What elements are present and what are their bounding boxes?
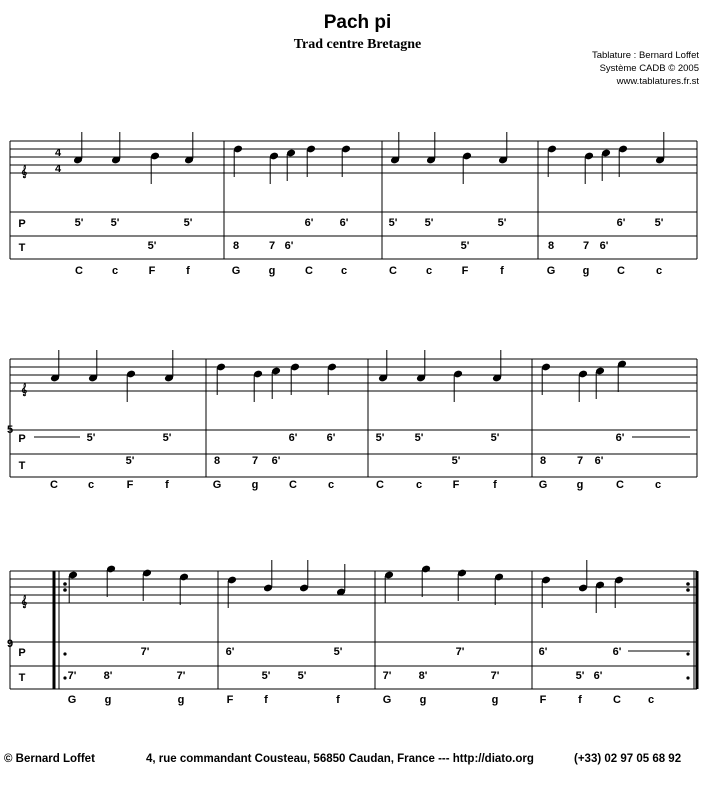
time-signature-top: 4 (54, 147, 62, 159)
pull-button-number: 8 (547, 240, 555, 252)
chord-label: f (186, 265, 190, 277)
chord-label: g (576, 479, 584, 491)
chord-label: g (419, 694, 427, 706)
credit-line: www.tablatures.fr.st (616, 76, 699, 87)
chord-label: g (268, 265, 276, 277)
pull-button-number: 7 (251, 455, 259, 467)
chord-label: G (67, 694, 77, 706)
chord-label: F (148, 265, 156, 277)
chord-label: F (452, 479, 460, 491)
pull-button-number: 8 (213, 455, 221, 467)
push-button-number: 6' (538, 646, 548, 658)
push-row-label: P (18, 218, 26, 230)
push-button-number: 5' (162, 432, 172, 444)
footer-phone: (+33) 02 97 05 68 92 (574, 753, 682, 765)
repeat-dot (63, 588, 67, 592)
chord-label: C (376, 479, 384, 491)
measure-number: 9 (6, 638, 14, 650)
push-button-number: 5' (74, 217, 84, 229)
chord-label: g (104, 694, 112, 706)
push-button-number: 5' (654, 217, 664, 229)
chord-label: C (305, 265, 313, 277)
pull-button-number: 5' (125, 455, 135, 467)
push-button-number: 5' (490, 432, 500, 444)
chord-label: f (493, 479, 497, 491)
repeat-dot (686, 652, 689, 655)
repeat-dot (686, 588, 690, 592)
repeat-dot (63, 676, 66, 679)
chord-label: g (582, 265, 590, 277)
pull-button-number: 5' (575, 670, 585, 682)
chord-label: C (75, 265, 83, 277)
chord-label: f (578, 694, 582, 706)
time-signature-bottom: 4 (54, 163, 62, 175)
pull-row-label: T (18, 672, 26, 684)
chord-label: G (538, 479, 548, 491)
chord-label: c (327, 479, 335, 491)
push-row-label: P (18, 647, 26, 659)
chord-label: g (177, 694, 185, 706)
pull-button-number: 8' (418, 670, 428, 682)
push-button-number: 6' (288, 432, 298, 444)
chord-label: F (226, 694, 234, 706)
pull-row-label: T (18, 460, 26, 472)
push-button-number: 7' (455, 646, 465, 658)
chord-label: g (251, 479, 259, 491)
pull-button-number: 8 (539, 455, 547, 467)
chord-label: f (165, 479, 169, 491)
treble-clef-icon: 𝄞 (20, 166, 28, 178)
push-button-number: 6' (616, 217, 626, 229)
pull-row-label: T (18, 242, 26, 254)
chord-label: f (264, 694, 268, 706)
push-button-number: 6' (304, 217, 314, 229)
chord-label: c (111, 265, 119, 277)
pull-button-number: 5' (451, 455, 461, 467)
repeat-dot (63, 652, 66, 655)
chord-label: c (415, 479, 423, 491)
chord-label: C (289, 479, 297, 491)
push-row-label: P (18, 433, 26, 445)
chord-label: G (382, 694, 392, 706)
credit-line: Système CADB © 2005 (599, 63, 699, 74)
pull-button-number: 5' (460, 240, 470, 252)
chord-label: f (500, 265, 504, 277)
chord-label: c (340, 265, 348, 277)
chord-label: G (231, 265, 241, 277)
pull-button-number: 5' (297, 670, 307, 682)
pull-button-number: 6' (284, 240, 294, 252)
treble-clef-icon: 𝄞 (20, 596, 28, 608)
treble-clef-icon: 𝄞 (20, 384, 28, 396)
chord-label: F (539, 694, 547, 706)
pull-button-number: 6' (593, 670, 603, 682)
chord-label: C (617, 265, 625, 277)
pull-button-number: 7' (490, 670, 500, 682)
push-button-number: 5' (414, 432, 424, 444)
chord-label: G (546, 265, 556, 277)
push-button-number: 6' (612, 646, 622, 658)
pull-button-number: 8' (103, 670, 113, 682)
push-button-number: 5' (183, 217, 193, 229)
push-button-number: 5' (424, 217, 434, 229)
repeat-dot (63, 582, 67, 586)
push-button-number: 7' (140, 646, 150, 658)
push-button-number: 6' (326, 432, 336, 444)
chord-label: F (126, 479, 134, 491)
repeat-dot (686, 582, 690, 586)
pull-button-number: 7 (576, 455, 584, 467)
chord-label: C (389, 265, 397, 277)
chord-label: c (655, 265, 663, 277)
pull-button-number: 7' (382, 670, 392, 682)
page-title: Pach pi (323, 12, 392, 33)
push-button-number: 6' (225, 646, 235, 658)
pull-button-number: 7 (268, 240, 276, 252)
chord-label: c (87, 479, 95, 491)
repeat-dot (686, 676, 689, 679)
push-button-number: 6' (339, 217, 349, 229)
footer-address: 4, rue commandant Cousteau, 56850 Caudan, France --- http://diato.org (146, 753, 534, 765)
push-button-number: 6' (615, 432, 625, 444)
footer-author: © Bernard Loffet (4, 753, 95, 765)
push-button-number: 5' (333, 646, 343, 658)
measure-number: 5 (6, 424, 14, 436)
pull-button-number: 7' (67, 670, 77, 682)
chord-label: C (50, 479, 58, 491)
pull-button-number: 7 (582, 240, 590, 252)
pull-button-number: 6' (271, 455, 281, 467)
push-button-number: 5' (86, 432, 96, 444)
pull-button-number: 6' (599, 240, 609, 252)
chord-label: C (613, 694, 621, 706)
push-button-number: 5' (497, 217, 507, 229)
pull-button-number: 6' (594, 455, 604, 467)
chord-label: G (212, 479, 222, 491)
push-button-number: 5' (375, 432, 385, 444)
chord-label: C (616, 479, 624, 491)
pull-button-number: 5' (261, 670, 271, 682)
push-button-number: 5' (110, 217, 120, 229)
pull-button-number: 8 (232, 240, 240, 252)
chord-label: g (491, 694, 499, 706)
chord-label: F (461, 265, 469, 277)
chord-label: c (654, 479, 662, 491)
pull-button-number: 5' (147, 240, 157, 252)
chord-label: f (336, 694, 340, 706)
chord-label: c (647, 694, 655, 706)
credit-line: Tablature : Bernard Loffet (591, 50, 699, 61)
page-subtitle: Trad centre Bretagne (293, 37, 422, 52)
push-button-number: 5' (388, 217, 398, 229)
chord-label: c (425, 265, 433, 277)
pull-button-number: 7' (176, 670, 186, 682)
